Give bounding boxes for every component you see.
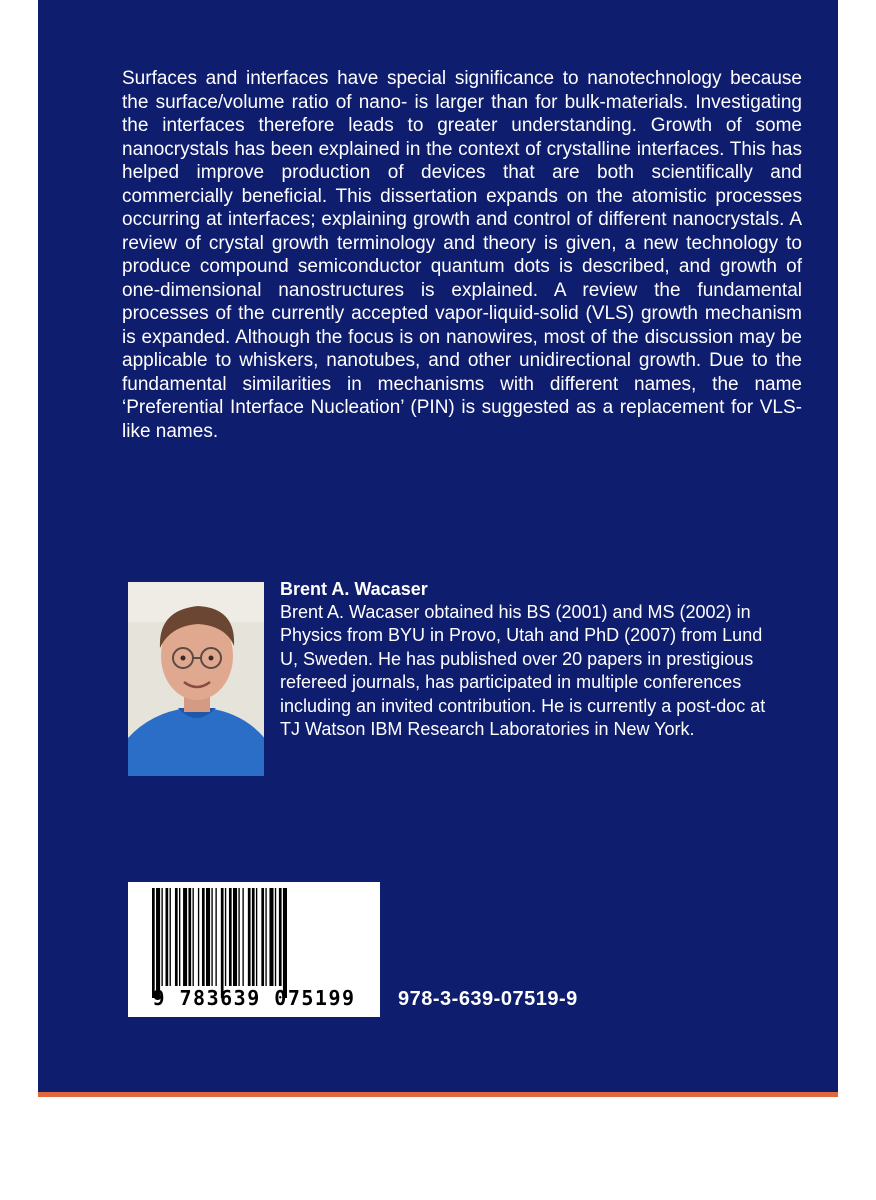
author-bio: Brent A. Wacaser obtained his BS (2001) and MS (2002) in Physics from BYU in Provo, Utah and PhD (2007) from Lund U, Sweden. He has published over 20 papers in prestigious refereed journals, has participated in multiple conferences including an invited contribution. He is currently a post-doc at TJ Watson IBM Research Laboratories in New York. xyxy=(280,602,766,740)
barcode-bar xyxy=(248,888,251,986)
barcode xyxy=(128,882,380,1017)
barcode-bar xyxy=(252,888,255,986)
bottom-accent-stripe xyxy=(38,1092,838,1097)
barcode-bar xyxy=(261,888,264,986)
barcode-bar xyxy=(211,888,212,986)
barcode-bar xyxy=(233,888,237,986)
barcode-bar xyxy=(183,888,187,986)
barcode-bar xyxy=(198,888,199,986)
barcode-bar xyxy=(283,888,287,998)
barcode-bar xyxy=(193,888,194,986)
barcode-bar xyxy=(175,888,178,986)
back-cover xyxy=(38,0,838,1092)
barcode-bar xyxy=(179,888,180,986)
barcode-bar xyxy=(269,888,273,986)
barcode-bar xyxy=(279,888,282,986)
barcode-bar xyxy=(156,888,160,998)
barcode-bar xyxy=(188,888,191,986)
author-photo xyxy=(128,582,264,776)
author-name: Brent A. Wacaser xyxy=(280,579,428,599)
book-description: Surfaces and interfaces have special significance to nanotechnology because the surface/volume ratio of nano- is larger than for bulk-materials. Investigating the interfaces therefore leads to greater understanding. Growth of some nanocrystals has been explained in the context of crystalline interfaces. This has helped improve production of devices that are both scientifically and commercially beneficial. This dissertation expands on the atomistic processes occurring at interfaces; explaining growth and control of different nanocrystals. A review of crystal growth terminology and theory is given, a new technology to produce compound semiconductor quantum dots is described, and growth of one-dimensional nanostructures is explained. A review the fundamental processes of the currently accepted vapor-liquid-solid (VLS) growth mechanism is expanded. Although the focus is on nanowires, most of the discussion may be applicable to whiskers, nanotubes, and other unidirectional growth. Due to the fundamental similarities in mechanisms with different names, the name ‘Preferential Interface Nucleation’ (PIN) is suggested as a replacement for VLS-like names. xyxy=(122,68,802,442)
barcode-bar xyxy=(170,888,171,986)
barcode-bar xyxy=(242,888,243,986)
barcode-bar xyxy=(202,888,205,986)
barcode-bar xyxy=(275,888,276,986)
barcode-bar xyxy=(206,888,210,986)
barcode-bar xyxy=(238,888,239,986)
isbn-number: 978-3-639-07519-9 xyxy=(398,988,578,1010)
barcode-bar xyxy=(215,888,216,986)
barcode-bar xyxy=(166,888,169,986)
barcode-bar xyxy=(265,888,266,986)
barcode-bar xyxy=(152,888,155,998)
barcode-bar xyxy=(225,888,226,986)
barcode-bar xyxy=(229,888,232,986)
barcode-bar xyxy=(221,888,224,998)
barcode-digits: 9 783639 075199 xyxy=(152,986,356,1010)
barcode-bar xyxy=(256,888,257,986)
barcode-bar xyxy=(161,888,162,986)
